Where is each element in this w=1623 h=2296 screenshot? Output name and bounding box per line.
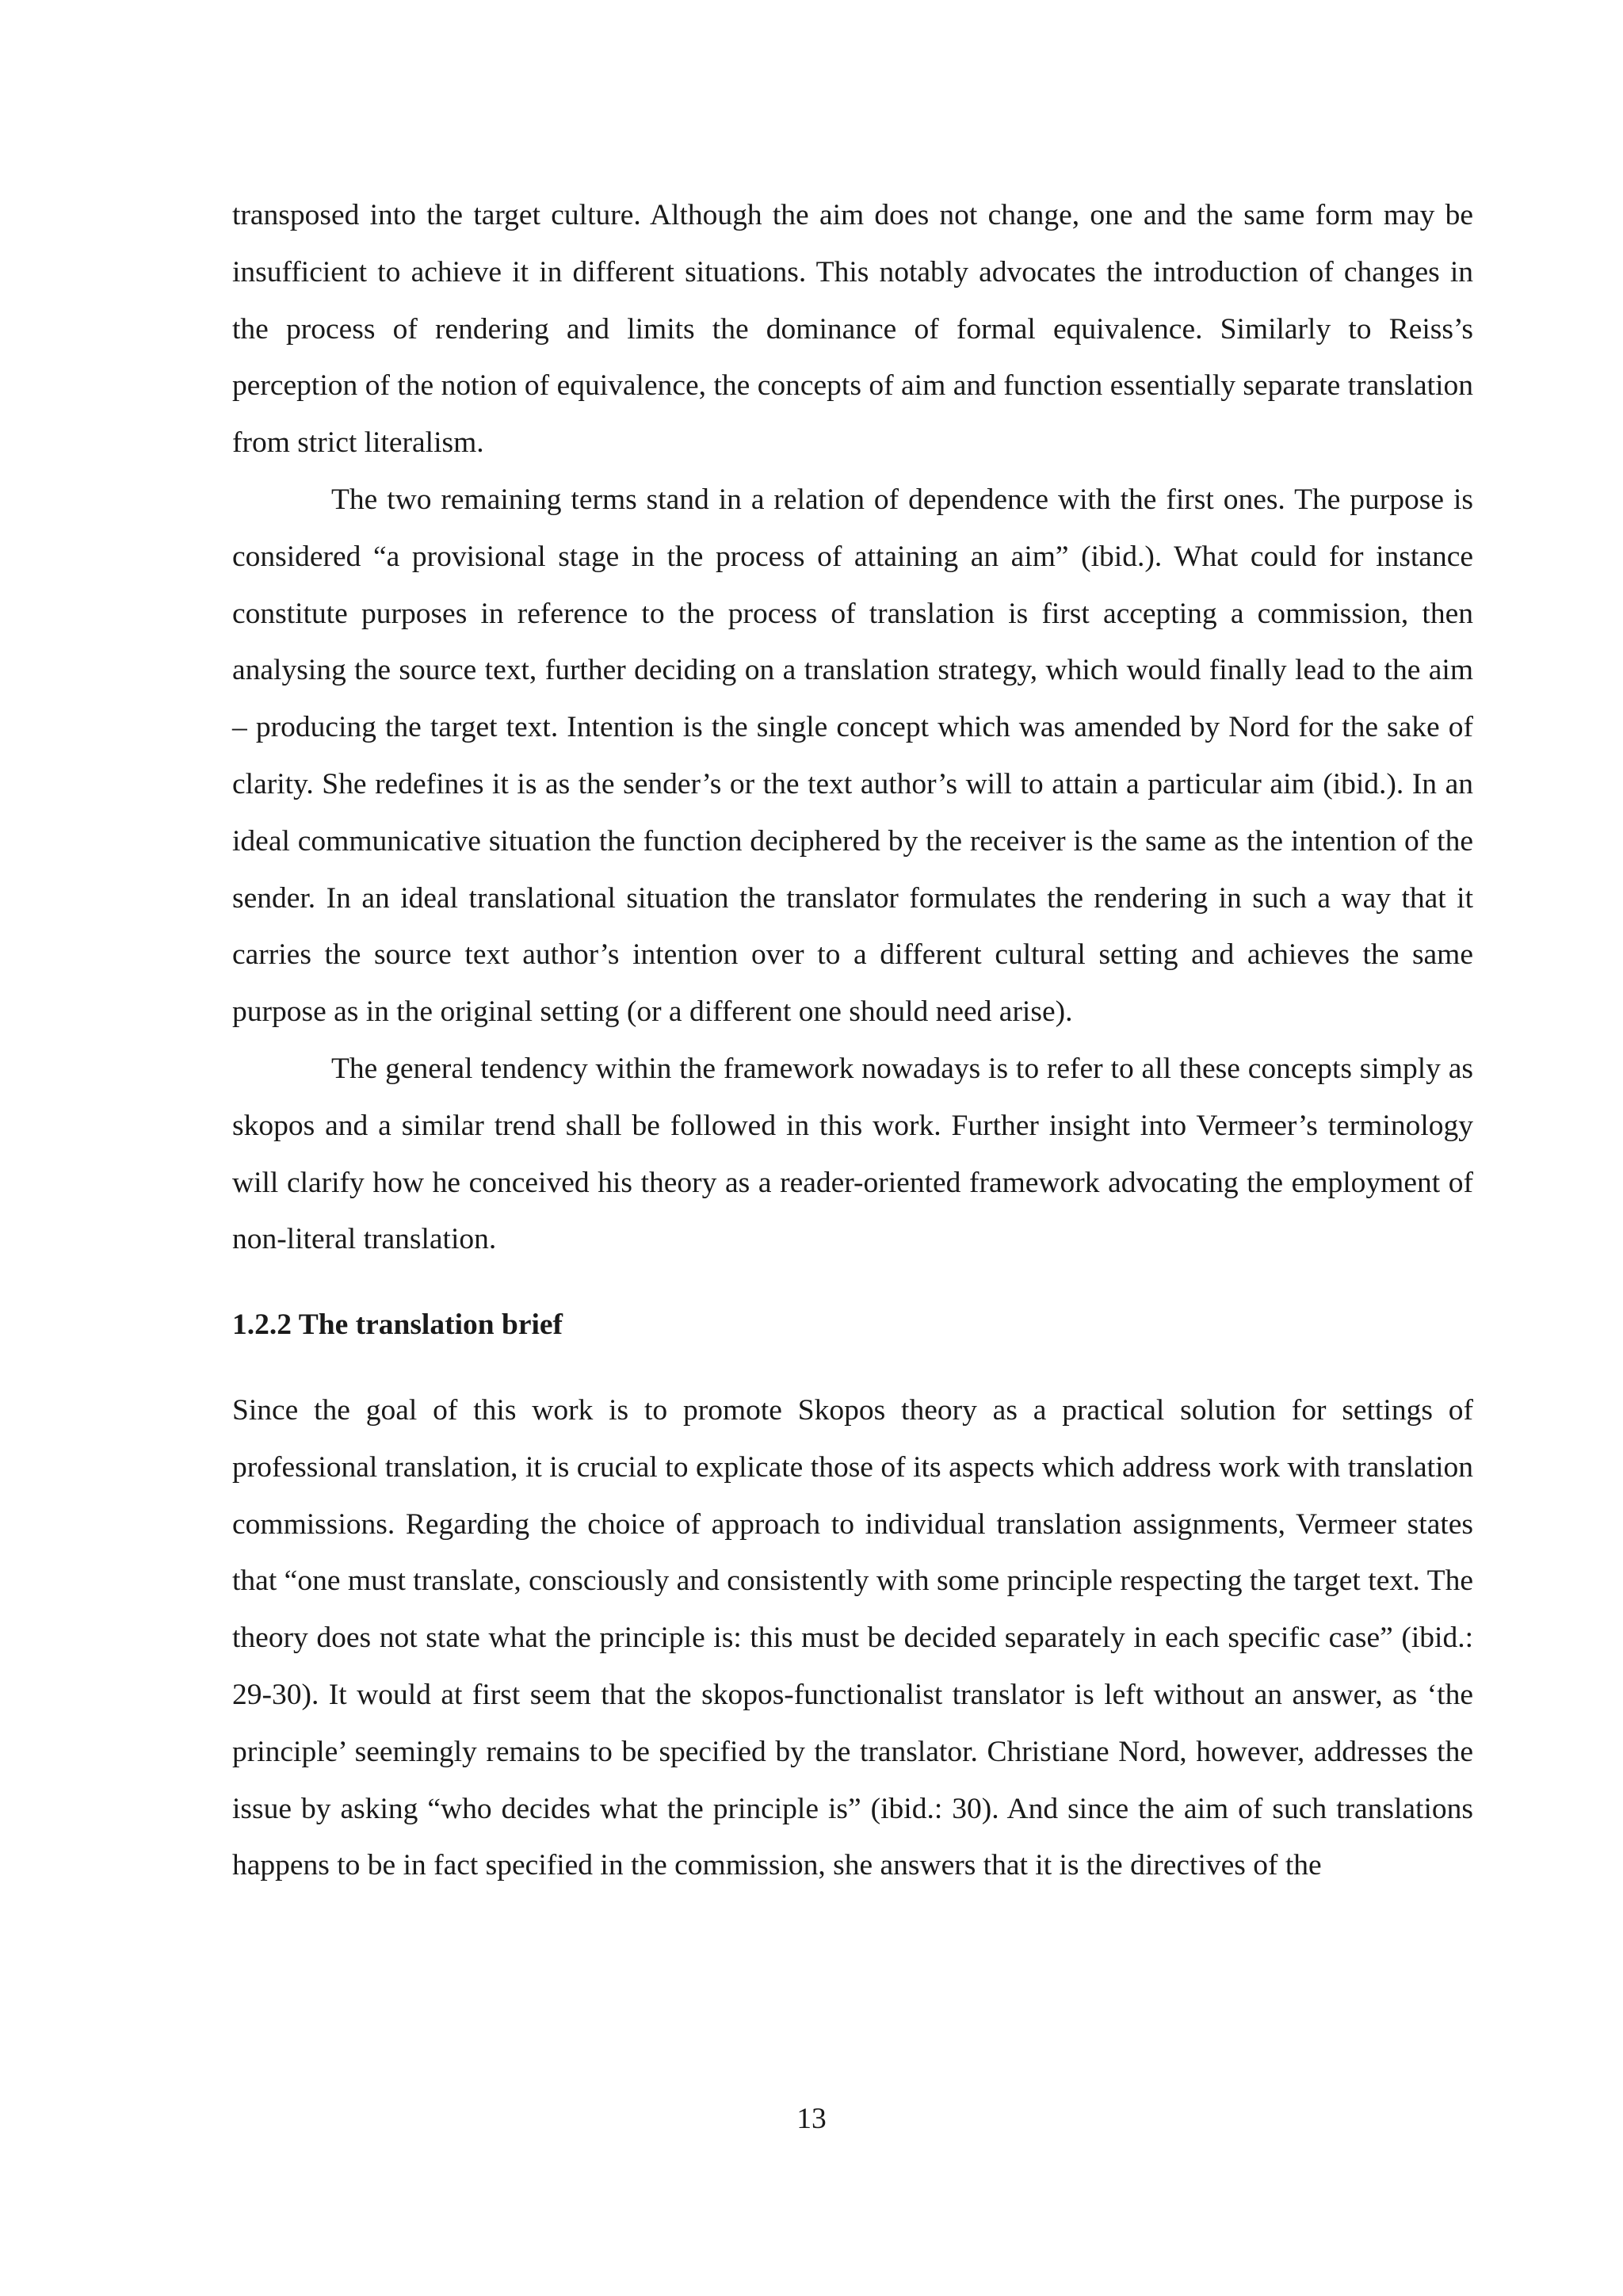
paragraph-translation-brief: Since the goal of this work is to promote Skopos theory as a practical solution for settings of professional translation, it is crucial to explicate those of its aspects which address work with translation commissions. Regarding the choice of approach to individual translation assignments, Vermeer states that “one must translate, consciously and consistently with some principle respecting the target text. The theory does not state what the principle is: this must be decided separately in each specific case” (ibid.: 29-30). It would at first seem that the skopos-functionalist translator is left without an answer, as ‘the principle’ seemingly remains to be specified by the translator. Christiane Nord, however, addresses the issue by asking “who decides what the principle is” (ibid.: 30). And since the aim of such translations happens to be in fact specified in the commission, she answers that it is the directives of the <box>232 1393 1473 1882</box>
paragraph-continuation: transposed into the target culture. Although the aim does not change, one and the same form may be insufficient to achieve it in different situations. This notably advocates the introduction of changes in the process of rendering and limits the dominance of formal equivalence. Similarly to Reiss’s perception of the notion of equivalence, the concepts of aim and function essentially separate translation from strict literalism. <box>232 199 1473 460</box>
paragraph-general-tendency: The general tendency within the framework nowadays is to refer to all these concepts simply as skopos and a similar trend shall be followed in this work. Further insight into Vermeer’s terminology will clarify how he conceived his theory as a reader-oriented framework advocating the employment of non-literal translation. <box>232 1052 1473 1256</box>
section-heading: 1.2.2 The translation brief <box>232 1308 563 1342</box>
page-number: 13 <box>796 2103 827 2135</box>
paragraph-remaining-terms: The two remaining terms stand in a relation of dependence with the first ones. The purpose is considered “a provisional stage in the process of attaining an aim” (ibid.). What could for instance constitute purposes in reference to the process of translation is first accepting a commission, then analysing the source text, further deciding on a translation strategy, which would finally lead to the aim – producing the target text. Intention is the single concept which was amended by Nord for the sake of clarity. She redefines it is as the sender’s or the text author’s will to attain a particular aim (ibid.). In an ideal communicative situation the function deciphered by the receiver is the same as the intention of the sender. In an ideal translational situation the translator formulates the rendering in such a way that it carries the source text author’s intention over to a different cultural setting and achieves the same purpose as in the original setting (or a different one should need arise). <box>232 483 1473 1029</box>
body-text <box>232 187 1473 1894</box>
